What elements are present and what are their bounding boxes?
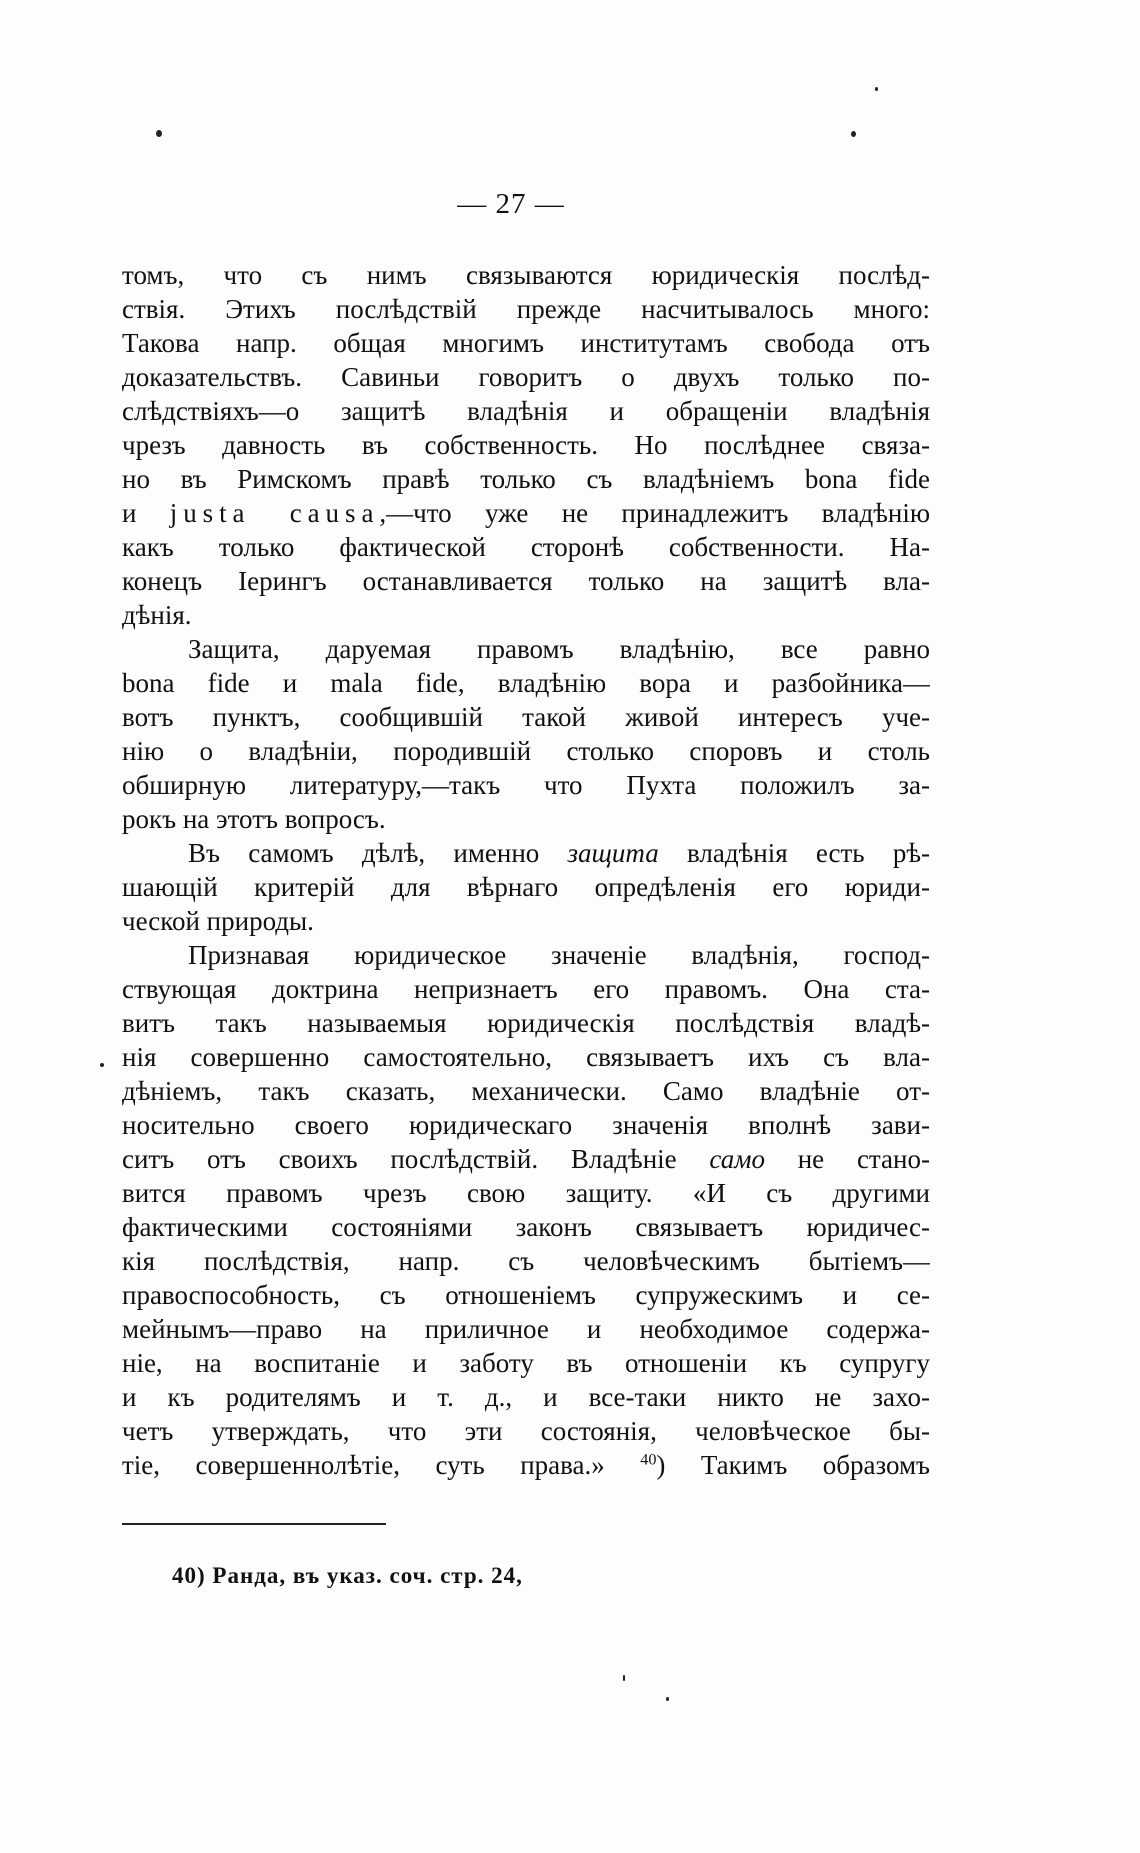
line-segment: ) Такимъ образомъ [656, 1450, 930, 1480]
text-line: чрезъ давность въ собственность. Но послѣднее связа- [122, 430, 930, 460]
text-line: кія послѣдствія, напр. съ человѣческимъ бытіемъ— [122, 1246, 930, 1276]
text-line: Защита, даруемая правомъ владѣнію, все равно [188, 634, 930, 664]
text-line [122, 1448, 930, 1482]
text-line: слѣдствіяхъ—о защитѣ владѣнія и обращеніи владѣнія [122, 396, 930, 426]
text-line: ческой природы. [122, 906, 314, 936]
text-line [122, 1142, 930, 1176]
text-line: томъ, что съ нимъ связываются юридическія послѣд- [122, 260, 930, 290]
line-segment: и [122, 498, 170, 528]
text-line: вотъ пунктъ, сообщившій такой живой интересъ уче- [122, 702, 930, 732]
paragraph [122, 632, 930, 836]
footnote-divider [122, 1523, 386, 1525]
paragraph [122, 258, 930, 632]
line-segment: ,—что уже не принадлежитъ владѣнію [379, 498, 930, 528]
text-line: Признавая юридическое значеніе владѣнія, господ- [188, 940, 930, 970]
scan-speck [666, 1697, 669, 1701]
text-line: шающій критерій для вѣрнаго опредѣленія его юриди- [122, 872, 930, 902]
text-line: и къ родителямъ и т. д., и все-таки никто не захо- [122, 1382, 930, 1412]
italic-emphasis: защита [567, 838, 659, 868]
scan-speck [875, 87, 878, 91]
text-line [122, 496, 930, 530]
text-line: ствующая доктрина непризнаетъ его правомъ. Она ста- [122, 974, 930, 1004]
page-number: — 27 — [457, 188, 565, 220]
line-segment: не стано- [764, 1144, 930, 1174]
text-line: вится правомъ чрезъ свою защиту. «И съ другими [122, 1178, 930, 1208]
scan-speck [851, 131, 856, 137]
italic-emphasis: само [709, 1144, 765, 1174]
text-line: нія совершенно самостоятельно, связываетъ ихъ съ вла- [122, 1042, 930, 1072]
text-line: дѣніемъ, такъ сказать, механически. Само владѣніе от- [122, 1076, 930, 1106]
scan-speck [623, 1675, 625, 1681]
text-line: дѣнія. [122, 600, 192, 630]
text-line: bona fide и mala fide, владѣнію вора и разбойника— [122, 668, 930, 698]
footnote-reference: 40 [640, 1450, 657, 1469]
text-line: нію о владѣніи, породившій столько споровъ и столь [122, 736, 930, 766]
text-line: ніе, на воспитаніе и заботу въ отношеніи къ супругу [122, 1348, 930, 1378]
spaced-latin-phrase: justa causa [169, 498, 380, 528]
text-line: Такова напр. общая многимъ институтамъ свобода отъ [122, 328, 930, 358]
text-line: витъ такъ называемыя юридическія послѣдствія владѣ- [122, 1008, 930, 1038]
paragraph [122, 938, 930, 1482]
line-segment: ситъ отъ своихъ послѣдствій. Владѣніе [122, 1144, 710, 1174]
text-line: какъ только фактической сторонѣ собственности. На- [122, 532, 930, 562]
scan-speck [156, 130, 162, 137]
text-line: мейнымъ—право на приличное и необходимое содержа- [122, 1314, 930, 1344]
text-line: рокъ на этотъ вопросъ. [122, 804, 386, 834]
line-segment: Въ самомъ дѣлѣ, именно [188, 838, 568, 868]
main-text [122, 258, 930, 1482]
paragraph [122, 836, 930, 938]
text-line: доказательствъ. Савиньи говоритъ о двухъ только по- [122, 362, 930, 392]
text-line: но въ Римскомъ правѣ только съ владѣніемъ bona fide [122, 464, 930, 494]
text-line: конецъ Іерингъ останавливается только на защитѣ вла- [122, 566, 930, 596]
text-line: ствія. Этихъ послѣдствій прежде насчитывалось много: [122, 294, 930, 324]
text-line: правоспособность, съ отношеніемъ супружескимъ и се- [122, 1280, 930, 1310]
line-segment: владѣнія есть рѣ- [658, 838, 930, 868]
text-line: носительно своего юридическаго значенія вполнѣ зави- [122, 1110, 930, 1140]
footnote: 40) Ранда, въ указ. соч. стр. 24, [172, 1563, 523, 1588]
text-line [122, 836, 930, 870]
line-segment: тіе, совершеннолѣтіе, суть права.» [122, 1450, 641, 1480]
text-line: обширную литературу,—такъ что Пухта положилъ за- [122, 770, 930, 800]
scan-speck [100, 1063, 104, 1067]
text-line: четъ утверждать, что эти состоянія, человѣческое бы- [122, 1416, 930, 1446]
text-line: фактическими состояніями законъ связываетъ юридичес- [122, 1212, 930, 1242]
